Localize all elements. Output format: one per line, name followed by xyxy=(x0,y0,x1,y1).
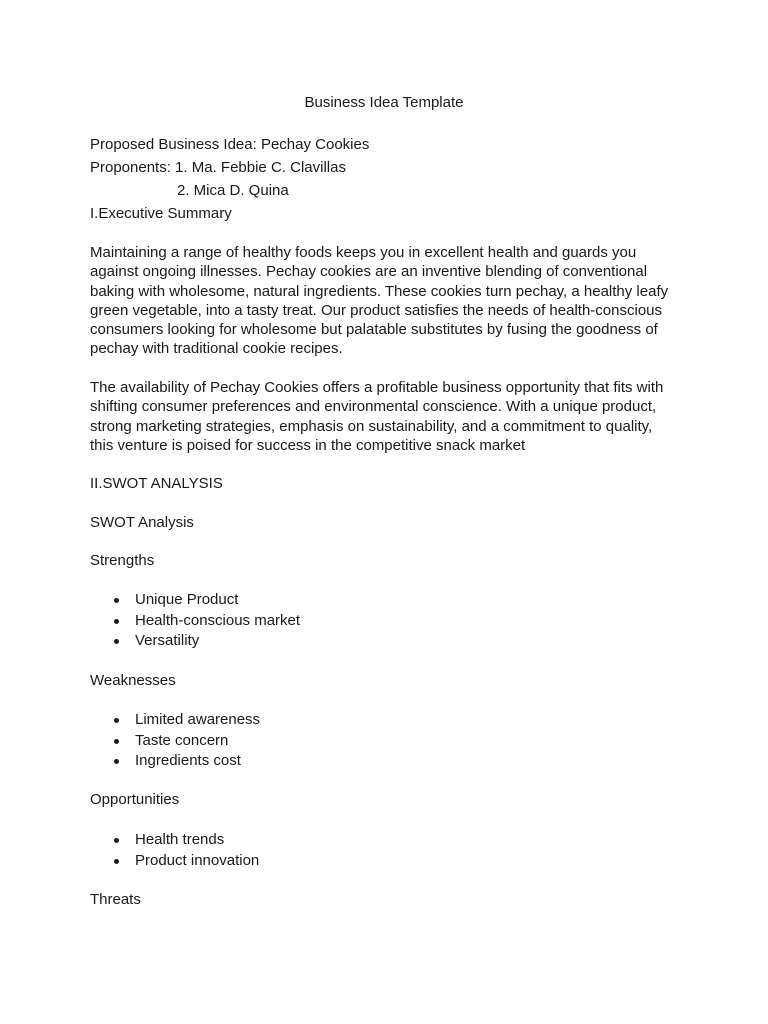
threats-heading: Threats xyxy=(90,891,141,908)
paragraph-line: Maintaining a range of healthy foods keeps you in excellent health and guards you xyxy=(90,244,637,261)
paragraph-line: The availability of Pechay Cookies offers a profitable business opportunity that fits with xyxy=(90,379,664,396)
weaknesses-heading: Weaknesses xyxy=(90,672,176,689)
executive-summary-paragraph-1 xyxy=(90,243,690,359)
executive-summary-paragraph-2 xyxy=(90,378,690,455)
list-item xyxy=(90,751,260,772)
proponents-line: Proponents: 1. Ma. Febbie C. Clavillas xyxy=(90,159,346,176)
paragraph-line: against ongoing illnesses. Pechay cookies are an inventive blending of conventional xyxy=(90,263,648,281)
list-item-text: Product innovation xyxy=(135,851,260,869)
strengths-list xyxy=(90,590,300,652)
list-item xyxy=(90,631,300,652)
paragraph-line: baking with wholesome, natural ingredients. These cookies turn pechay, a healthy leafy xyxy=(90,282,669,300)
bullet-icon xyxy=(114,619,119,624)
list-item xyxy=(90,851,259,872)
paragraph-line: this venture is poised for success in the competitive snack market xyxy=(90,436,526,454)
opportunities-heading: Opportunities xyxy=(90,791,180,808)
bullet-icon xyxy=(114,859,119,864)
section-swot-analysis: II.SWOT ANALYSIS xyxy=(90,475,223,492)
list-item-text: Ingredients cost xyxy=(135,752,241,769)
proposed-business-idea: Proposed Business Idea: Pechay Cookies xyxy=(90,136,370,153)
section-executive-summary: I.Executive Summary xyxy=(90,205,232,222)
swot-heading: SWOT Analysis xyxy=(90,514,194,531)
paragraph-line: consumers looking for wholesome but palatable substitutes by fusing the goodness of xyxy=(90,321,658,339)
weaknesses-list xyxy=(90,710,260,772)
list-item xyxy=(90,611,300,632)
proponent-2: 2. Mica D. Quina xyxy=(177,182,289,199)
paragraph-line: shifting consumer preferences and environmental conscience. With a unique product, xyxy=(90,398,657,416)
list-item-text: Versatility xyxy=(135,632,200,649)
bullet-icon xyxy=(114,639,119,644)
list-item-text: Taste concern xyxy=(135,731,229,749)
bullet-icon xyxy=(114,718,119,723)
list-item-text: Health-conscious market xyxy=(135,611,301,629)
paragraph-line: green vegetable, into a tasty treat. Our product satisfies the needs of health-conscious xyxy=(90,301,662,319)
list-item xyxy=(90,590,300,611)
paragraph-line: strong marketing strategies, emphasis on sustainability, and a commitment to quality, xyxy=(90,417,653,435)
bullet-icon xyxy=(114,759,119,764)
list-item-text: Limited awareness xyxy=(135,711,261,728)
list-item xyxy=(90,710,260,731)
list-item xyxy=(90,830,259,851)
bullet-icon xyxy=(114,838,119,843)
bullet-icon xyxy=(114,739,119,744)
list-item xyxy=(90,731,260,752)
list-item-text: Health trends xyxy=(135,831,225,848)
strengths-heading: Strengths xyxy=(90,552,155,569)
list-item-text: Unique Product xyxy=(135,591,239,608)
paragraph-line: pechay with traditional cookie recipes. xyxy=(90,340,343,358)
document-title: Business Idea Template xyxy=(304,94,464,111)
bullet-icon xyxy=(114,598,119,603)
opportunities-list xyxy=(90,830,259,871)
